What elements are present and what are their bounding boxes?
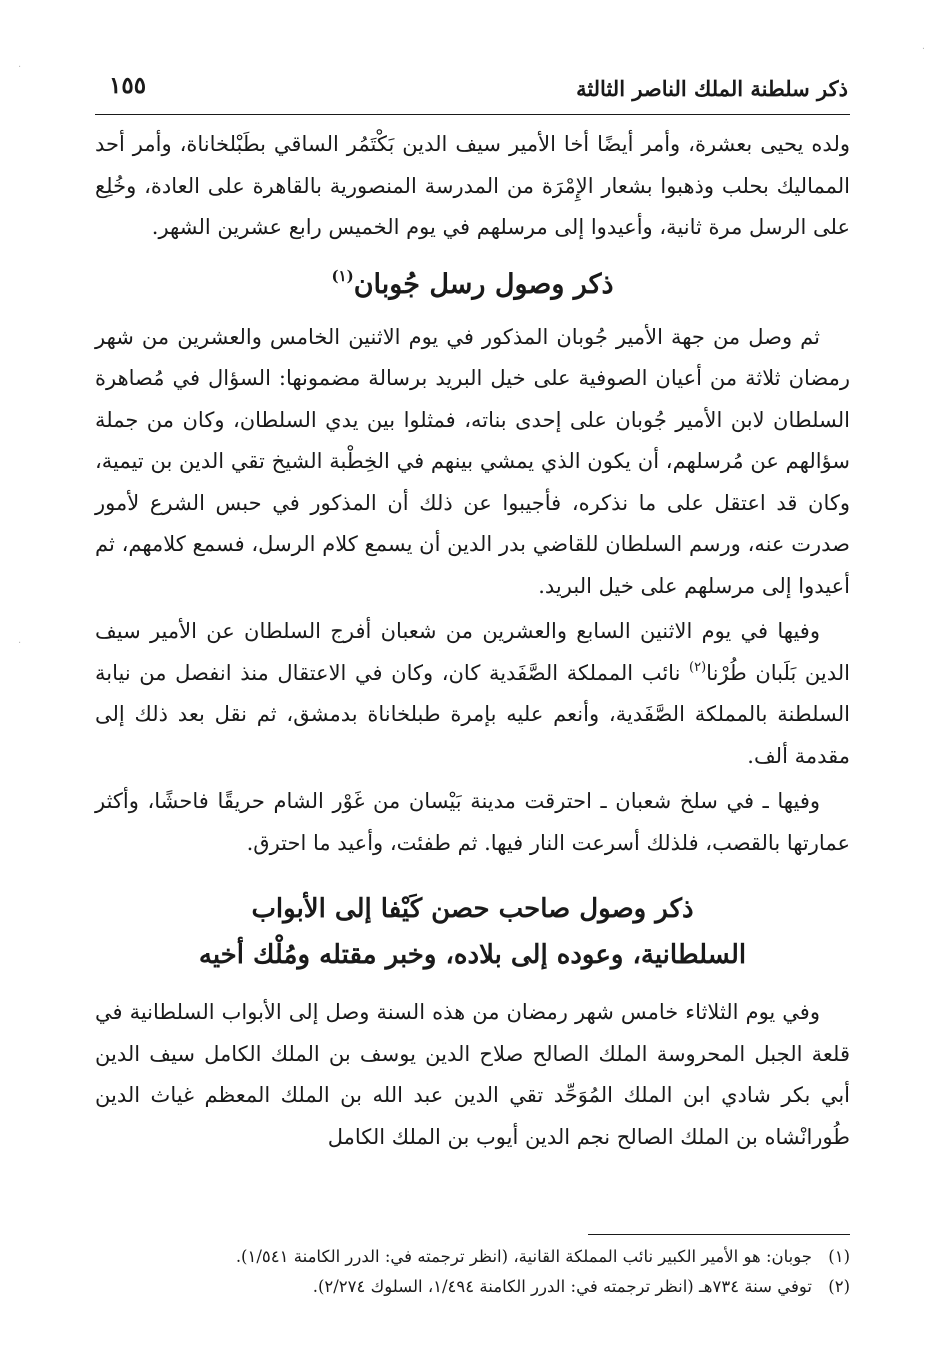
section-heading-juban-text: ذكر وصول رسل جُوبان <box>353 268 614 300</box>
book-page <box>95 62 850 1352</box>
footnote-text: جوبان: هو الأمير الكبير نائب المملكة القانية، (انظر ترجمته في: الدرر الكامنة ١/٥٤١). <box>235 1247 812 1266</box>
section-heading-line-2: السلطانية، وعوده إلى بلاده، وخبر مقتله ومُلْك أخيه <box>198 940 747 970</box>
page-body <box>95 124 850 1158</box>
footnote-number: (٢) <box>828 1277 850 1296</box>
paragraph-balaban-part-2: نائب المملكة الصَّفَدية كان، وكان في الاعتقال منذ انفصل من نيابة السلطنة بالمملكة الصَّفَدية، وأنعم عليه بإمرة طبلخاناة بدمشق، ثم نقل بعد ذلك إلى مقدمة ألف. <box>95 660 850 768</box>
page-header <box>95 62 850 115</box>
paragraph-hisn-kayfa-arrival: وفي يوم الثلاثاء خامس شهر رمضان من هذه السنة وصل إلى الأبواب السلطانية في قلعة الجبل المحروسة الملك الصالح صلاح الدين يوسف بن الملك الكامل سيف الدين أبي بكر شادي ابن الملك المُوَحِّد تقي الدين عبد الله بن الملك المعظم غياث الدين طُورانْشاه بن الملك الصالح نجم الدين أيوب بن الملك الكامل <box>95 1000 850 1149</box>
crop-mark-top-left: · <box>18 62 22 73</box>
paragraph-balaban-release <box>95 611 850 777</box>
section-heading-hisn-kayfa <box>95 886 850 978</box>
section-heading-juban <box>95 265 850 305</box>
footnote-1 <box>95 1242 850 1272</box>
crop-mark-mid-left: · <box>18 638 22 649</box>
footnote-separator <box>588 1234 850 1235</box>
paragraph-baysan-fire: وفيها ـ في سلخ شعبان ـ احترقت مدينة بَيْسان من غَوْر الشام حريقًا فاحشًا، وأكثر عمارتها بالقصب، فلذلك أسرعت النار فيها. ثم طفئت، وأعيد ما احترق. <box>95 789 850 855</box>
footnote-2 <box>95 1272 850 1302</box>
paragraph-continuation: ولده يحيى بعشرة، وأمر أيضًا أخا الأمير سيف الدين بَكْتَمُر الساقي بطَبْلخاناة، وأمر أحد المماليك بحلب وذهبوا بشعار الإِمْرَة من المدرسة المنصورية بالقاهرة على العادة، وخُلِع على الرسل مرة ثانية، وأعيدوا إلى مرسلهم في يوم الخميس رابع عشرين الشهر. <box>95 132 850 239</box>
paragraph-juban-envoys: ثم وصل من جهة الأمير جُوبان المذكور في يوم الاثنين الخامس والعشرين من شهر رمضان ثلاثة من أعيان الصوفية على خيل البريد برسالة مضمونها: السؤال في مُصاهرة السلطان لابن الأمير جُوبان على إحدى بناته، فمثلوا بين يدي السلطان، وكان من جملة سؤالهم عن مُرسلهم، أن يكون الذي يمشي بينهم في الخِطْبة الشيخ تقي الدين بن تيمية، وكان قد اعتقل على ما نذكره، فأجيبوا عن ذلك أن المذكور في حبس الشرع لأمور صدرت عنه، ورسم السلطان للقاضي بدر الدين أن يسمع كلام الرسل، فسمع كلامهم، ثم أعيدوا إلى مرسلهم على خيل البريد. <box>95 324 850 598</box>
running-title: ذكر سلطنة الملك الناصر الثالثة <box>576 76 848 101</box>
footnote-number: (١) <box>828 1247 850 1266</box>
footnote-ref-2: (٢) <box>689 659 707 675</box>
footnote-ref-1: (١) <box>331 266 354 285</box>
paragraph-balaban-part-1: وفيها في يوم الاثنين السابع والعشرين من شعبان أفرج السلطان عن الأمير سيف الدين بَلَبان طُرْنا <box>95 619 850 685</box>
section-heading-line-1: ذكر وصول صاحب حصن كَيْفا إلى الأبواب <box>251 894 694 924</box>
page-number: ١٥٥ <box>109 72 147 99</box>
footnote-text: توفي سنة ٧٣٤هـ (انظر ترجمته في: الدرر الكامنة ١/٤٩٤، السلوك ٢/٢٧٤). <box>312 1277 812 1296</box>
footnotes <box>95 1242 850 1302</box>
crop-mark-top-right: · <box>921 44 925 55</box>
